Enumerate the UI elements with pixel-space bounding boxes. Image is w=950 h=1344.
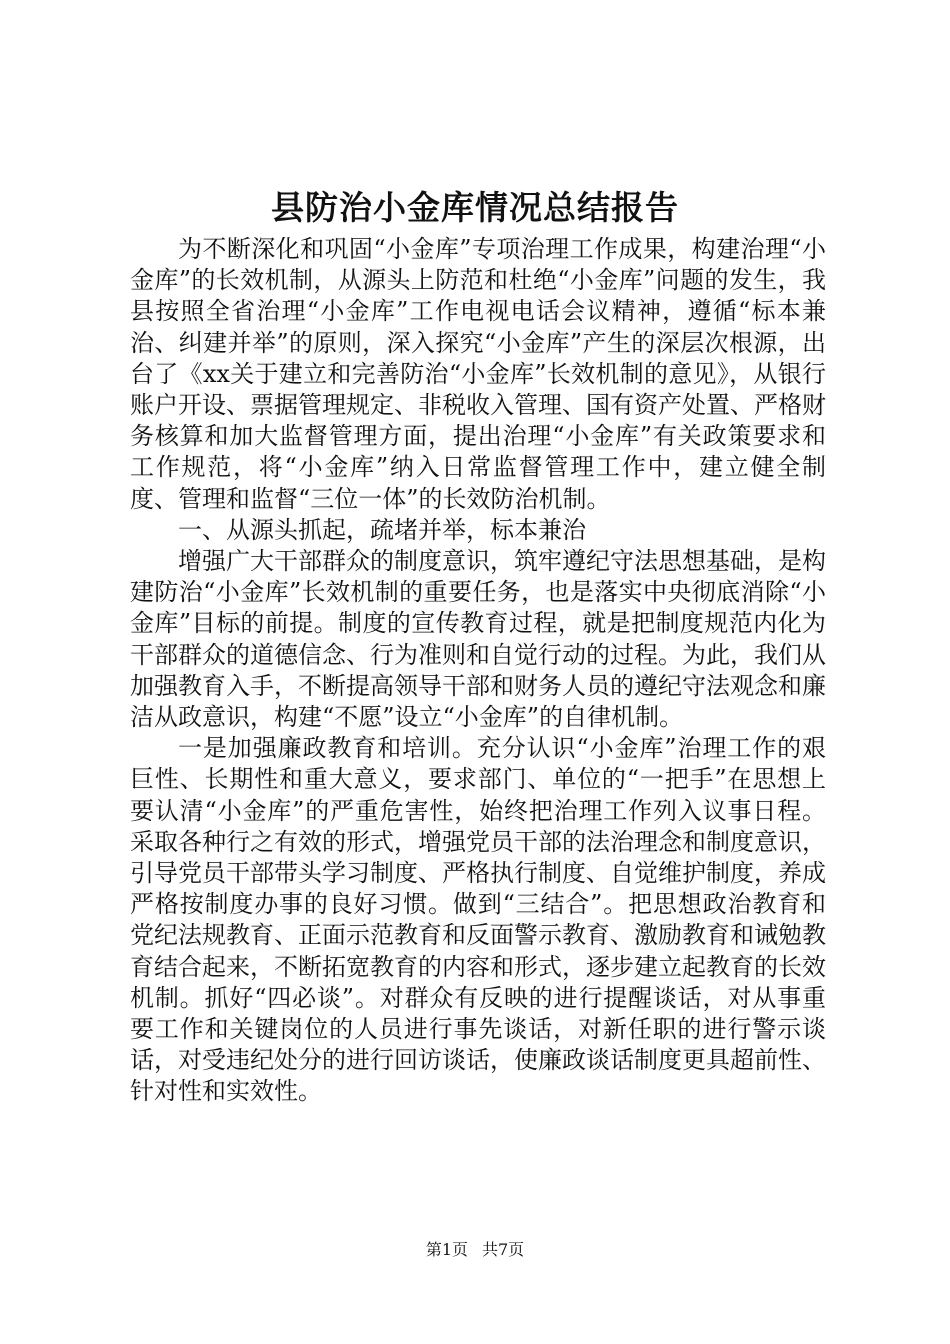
page-number: 第1页	[425, 1240, 468, 1259]
page-total: 共7页	[482, 1240, 525, 1259]
section-heading: 一、从源头抓起，疏堵并举，标本兼治	[178, 515, 586, 544]
body-paragraph: 增强广大干部群众的制度意识，筑牢遵纪守法思想基础，是构建防治“小金库”长效机制的重要任务，也是落实中央彻底消除“小金库”目标的前提。制度的宣传教育过程，就是把制度规范内化为干部群众的道德信念、行为准则和自觉行动的过程。为此，我们从加强教育入手，不断提高领导干部和财务人员的遵纪守法观念和廉洁从政意识，构建“不愿”设立“小金库”的自律机制。	[130, 547, 826, 732]
body-paragraph: 为不断深化和巩固“小金库”专项治理工作成果，构建治理“小金库”的长效机制，从源头上防范和杜绝“小金库”问题的发生，我县按照全省治理“小金库”工作电视电话会议精神，遵循“标本兼治、纠建并举”的原则，深入探究“小金库”产生的深层次根源，出台了《xx关于建立和完善防治“小金库”长效机制的意见》，从银行账户开设、票据管理规定、非税收入管理、国有资产处置、严格财务核算和加大监督管理方面，提出治理“小金库”有关政策要求和工作规范，将“小金库”纳入日常监督管理工作中，建立健全制度、管理和监督“三位一体”的长效防治机制。	[130, 235, 826, 513]
page-footer	[0, 1240, 950, 1260]
document-body	[130, 234, 826, 1108]
body-paragraph: 一是加强廉政教育和培训。充分认识“小金库”治理工作的艰巨性、长期性和重大意义，要求部门、单位的“一把手”在思想上要认清“小金库”的严重危害性，始终把治理工作列入议事日程。采取各种行之有效的形式，增强党员干部的法治理念和制度意识，引导党员干部带头学习制度、严格执行制度、自觉维护制度，养成严格按制度办事的良好习惯。做到“三结合”。把思想政治教育和党纪法规教育、正面示范教育和反面警示教育、激励教育和诫勉教育结合起来，不断拓宽教育的内容和形式，逐步建立起教育的长效机制。抓好“四必谈”。对群众有反映的进行提醒谈话，对从事重要工作和关键岗位的人员进行事先谈话，对新任职的进行警示谈话，对受违纪处分的进行回访谈话，使廉政谈话制度更具超前性、针对性和实效性。	[130, 734, 826, 1106]
document-title: 县防治小金库情况总结报告	[271, 188, 679, 227]
